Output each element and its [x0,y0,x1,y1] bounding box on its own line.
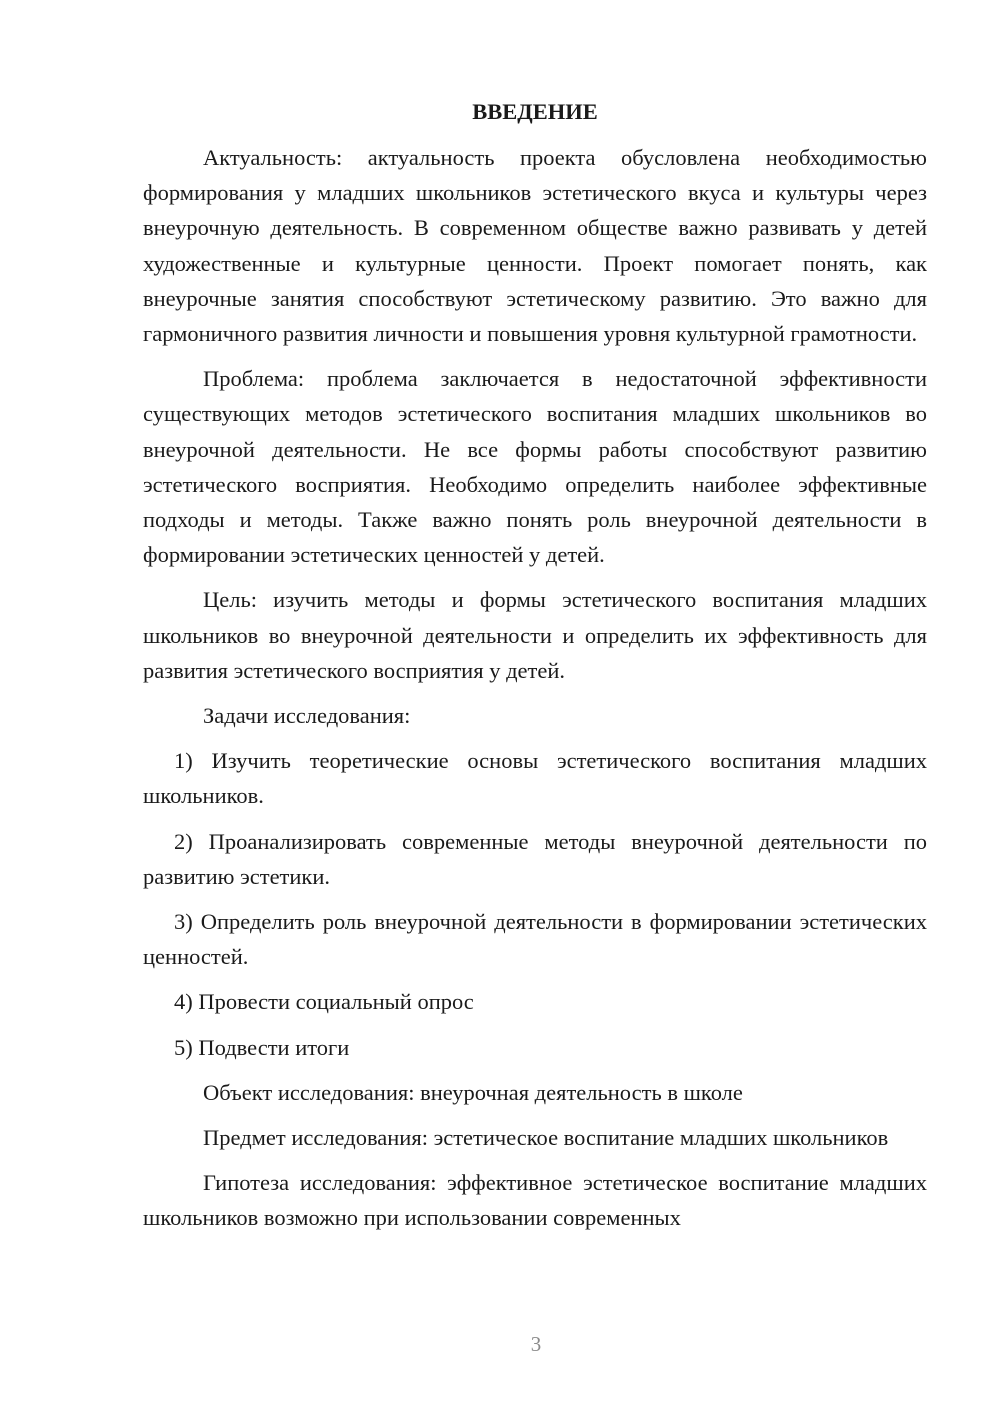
subject-paragraph: Предмет исследования: эстетическое воспитание младших школьников [203,1125,889,1151]
page-number: 3 [530,1332,542,1356]
hypothesis-paragraph: Гипотеза исследования: эффективное эстетическое воспитание младших школьников возможно при использовании современных [143,1170,927,1231]
task-item-4: 4) Провести социальный опрос [174,989,474,1015]
tasks-title: Задачи исследования: [203,703,411,729]
problem-paragraph: Проблема: проблема заключается в недостаточной эффективности существующих методов эстетического воспитания младших школьников во внеурочной деятельности. Не все формы работы способствуют развитию эстетического восприятия. Необходимо определить наиболее эффективные подходы и методы. Также важно понять роль внеурочной деятельности в формировании эстетических ценностей у детей. [143,366,927,568]
task-item-2: 2) Проанализировать современные методы внеурочной деятельности по развитию эстетики. [143,828,927,889]
relevance-paragraph: Актуальность: актуальность проекта обусловлена необходимостью формирования у младших школьников эстетического вкуса и культуры через внеурочную деятельность. В современном обществе важно развивать у детей художественные и культурные ценности. Проект помогает понять, как внеурочные занятия способствуют эстетическому развитию. Это важно для гармоничного развития личности и повышения уровня культурной грамотности. [143,145,927,347]
goal-paragraph: Цель: изучить методы и формы эстетического воспитания младших школьников во внеурочной деятельности и определить их эффективность для развития эстетического восприятия у детей. [143,587,927,683]
task-item-1: 1) Изучить теоретические основы эстетического воспитания младших школьников. [143,748,927,809]
page-content [143,94,927,1246]
task-item-5: 5) Подвести итоги [174,1034,350,1060]
page-title: ВВЕДЕНИЕ [472,99,598,124]
task-item-3: 3) Определить роль внеурочной деятельности в формировании эстетических ценностей. [143,909,927,970]
object-paragraph: Объект исследования: внеурочная деятельность в школе [203,1079,743,1105]
